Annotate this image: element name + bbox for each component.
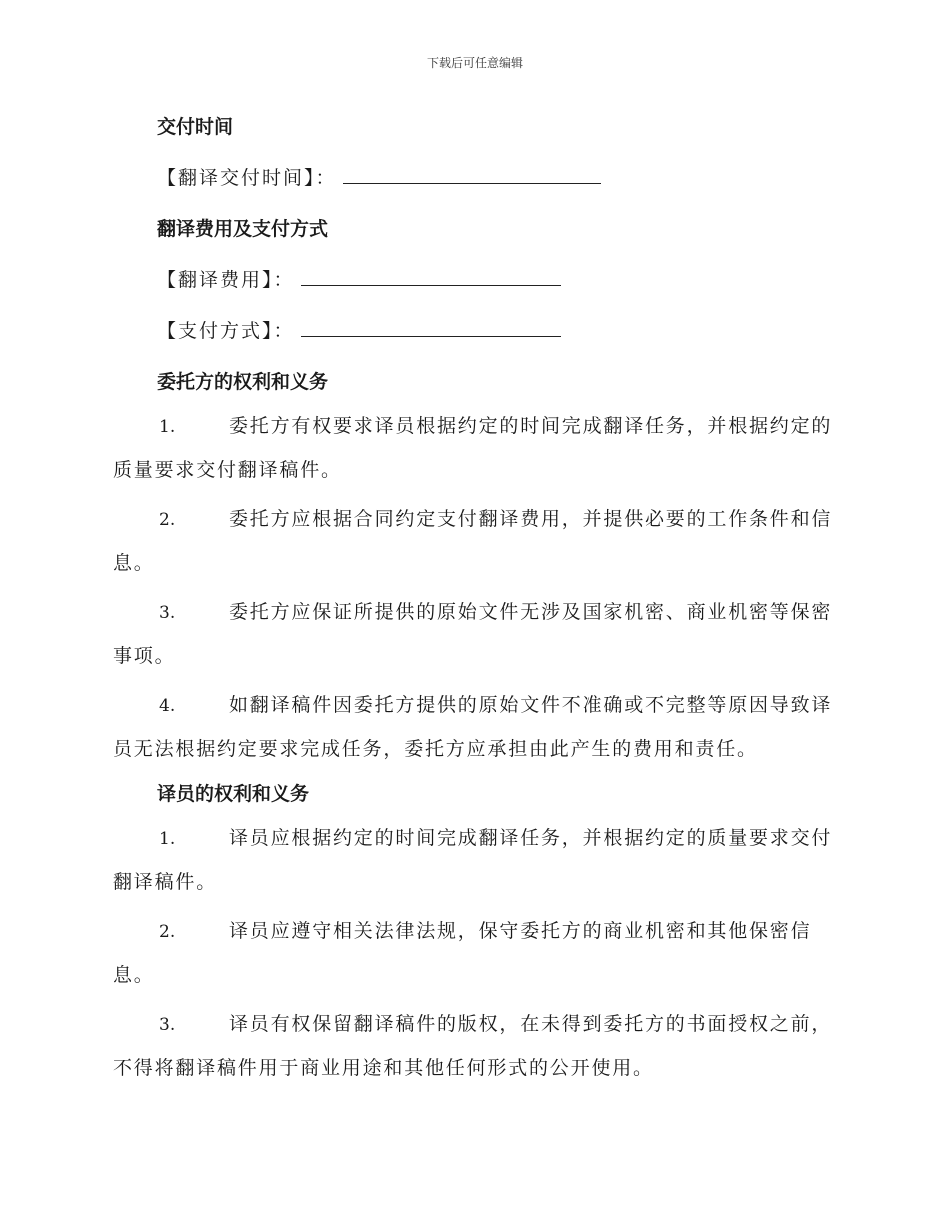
delivery-time-field xyxy=(157,161,835,195)
item-text: 译员应遵守相关法律法规，保守委托方的商业机密和其他保密信息。 xyxy=(113,920,812,986)
section-heading-client: 委托方的权利和义务 xyxy=(157,371,329,393)
item-number: 1. xyxy=(159,417,176,437)
document-body xyxy=(113,110,835,1090)
item-number: 4. xyxy=(159,696,176,716)
list-item xyxy=(113,817,835,904)
item-number: 3. xyxy=(159,603,176,623)
item-number: 2. xyxy=(159,922,176,942)
payment-method-blank[interactable] xyxy=(301,314,561,337)
payment-method-field xyxy=(157,314,835,348)
section-heading-translator: 译员的权利和义务 xyxy=(157,783,310,805)
list-item xyxy=(113,684,835,771)
fee-field xyxy=(157,263,835,297)
list-item xyxy=(113,1003,835,1090)
list-item xyxy=(113,591,835,678)
item-text: 译员有权保留翻译稿件的版权，在未得到委托方的书面授权之前，不得将翻译稿件用于商业用途和其他任何形式的公开使用。 xyxy=(113,1013,833,1079)
item-number: 2. xyxy=(159,510,176,530)
item-text: 委托方应保证所提供的原始文件无涉及国家机密、商业机密等保密事项。 xyxy=(113,601,833,667)
item-number: 3. xyxy=(159,1015,176,1035)
page-header-note: 下载后可任意编辑 xyxy=(426,56,523,70)
list-item xyxy=(113,498,835,585)
item-text: 委托方应根据合同约定支付翻译费用，并提供必要的工作条件和信息。 xyxy=(113,508,833,574)
item-text: 如翻译稿件因委托方提供的原始文件不准确或不完整等原因导致译员无法根据约定要求完成任务，委托方应承担由此产生的费用和责任。 xyxy=(113,694,833,760)
delivery-time-label: 【翻译交付时间】： xyxy=(157,167,337,189)
item-text: 委托方有权要求译员根据约定的时间完成翻译任务，并根据约定的质量要求交付翻译稿件。 xyxy=(113,415,833,481)
section-heading-delivery: 交付时间 xyxy=(157,116,234,138)
section-heading-fee: 翻译费用及支付方式 xyxy=(157,218,329,240)
fee-label: 【翻译费用】： xyxy=(157,269,295,291)
item-text: 译员应根据约定的时间完成翻译任务，并根据约定的质量要求交付翻译稿件。 xyxy=(113,827,833,893)
list-item xyxy=(113,405,835,492)
fee-blank[interactable] xyxy=(301,263,561,286)
payment-method-label: 【支付方式】： xyxy=(157,320,295,342)
delivery-time-blank[interactable] xyxy=(343,161,601,184)
item-number: 1. xyxy=(159,829,176,849)
list-item xyxy=(113,910,835,997)
